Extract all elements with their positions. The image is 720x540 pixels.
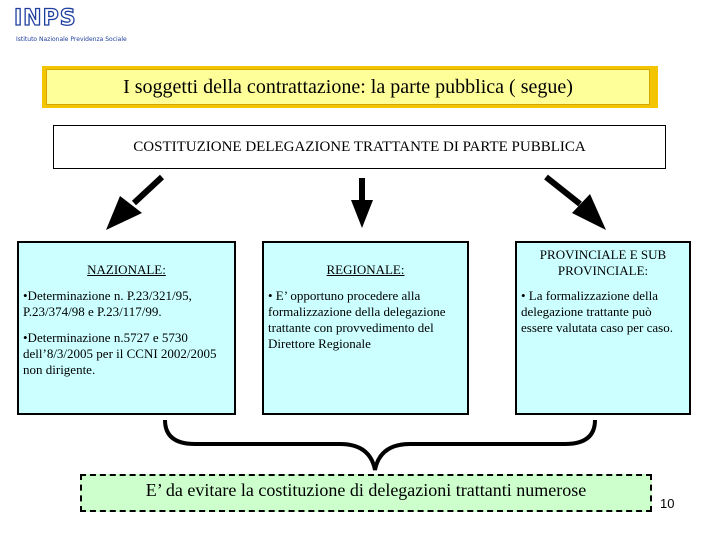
panel-bullet: •Determinazione n. P.23/321/95, P.23/374/98 e P.23/117/99.: [23, 288, 192, 319]
panel-bullet: • E’ opportuno procedere alla formalizzazione della delegazione trattante con provvedimento del Direttore Regionale: [268, 288, 446, 351]
panel-heading: NAZIONALE:: [87, 262, 166, 277]
panel-bullet: • La formalizzazione della delegazione trattante può essere valutata caso per caso.: [521, 288, 673, 335]
slide-title: I soggetti della contrattazione: la parte pubblica ( segue): [46, 69, 650, 105]
page-number: 10: [660, 496, 675, 511]
header-box: COSTITUZIONE DELEGAZIONE TRATTANTE DI PARTE PUBBLICA: [53, 125, 666, 169]
logo-wordmark: INPS: [14, 6, 77, 31]
panel-heading: PROVINCIALE E SUB PROVINCIALE:: [539, 247, 667, 278]
logo-subtitle: Istituto Nazionale Previdenza Sociale: [16, 36, 127, 43]
panel-heading: REGIONALE:: [326, 262, 405, 277]
footer-note: E’ da evitare la costituzione di delegazioni trattanti numerose: [80, 474, 652, 512]
panel-bullet: •Determinazione n.5727 e 5730 dell’8/3/2005 per il CCNI 2002/2005 non dirigente.: [23, 330, 217, 377]
